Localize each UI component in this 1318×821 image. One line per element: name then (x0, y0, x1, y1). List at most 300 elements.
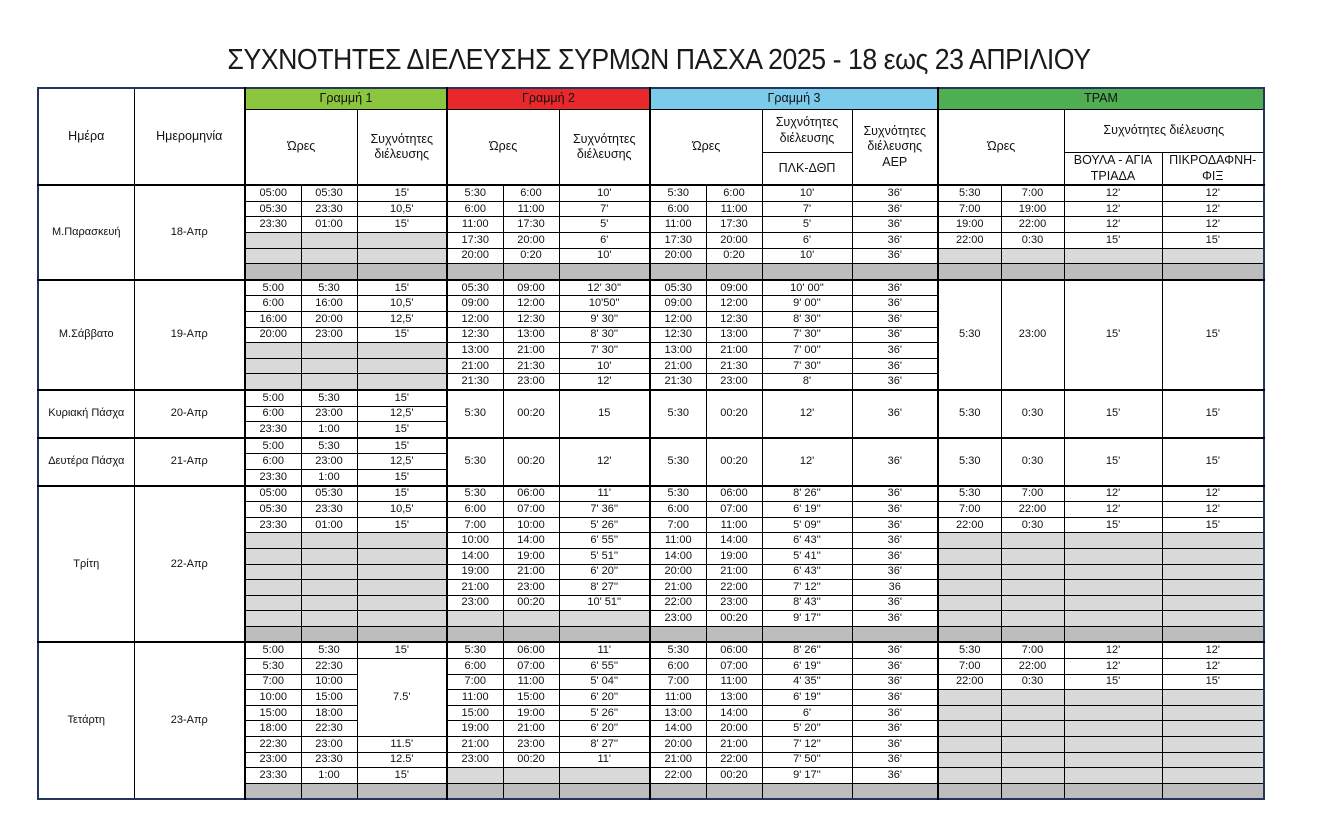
time-cell: 05:30 (245, 502, 301, 518)
frequency-cell: 12' (1162, 502, 1264, 518)
aer-label: ΑΕΡ (882, 154, 908, 169)
time-cell: 14:00 (706, 533, 762, 549)
time-cell: 11:00 (650, 217, 706, 233)
easter-schedule-table (37, 87, 1265, 800)
time-cell: 11:00 (706, 201, 762, 217)
time-cell: 22:00 (1001, 502, 1064, 518)
empty-cell (762, 264, 852, 280)
time-cell: 23:30 (245, 217, 301, 233)
empty-cell (1064, 595, 1162, 611)
time-cell: 6:00 (447, 201, 503, 217)
time-cell: 21:30 (706, 358, 762, 374)
empty-cell (650, 264, 706, 280)
time-cell: 23:30 (301, 752, 357, 768)
frequency-cell: 10'50'' (559, 296, 650, 312)
time-cell: 12:00 (447, 312, 503, 328)
frequency-cell: 7.5' (357, 659, 447, 737)
empty-cell (1064, 611, 1162, 627)
time-cell: 23:00 (503, 737, 559, 753)
empty-cell (301, 611, 357, 627)
time-cell: 21:30 (447, 374, 503, 390)
time-cell: 5:30 (650, 185, 706, 201)
empty-cell (1064, 533, 1162, 549)
empty-cell (559, 264, 650, 280)
empty-cell (938, 248, 1001, 264)
empty-cell (1162, 768, 1264, 784)
time-cell: 11:00 (650, 533, 706, 549)
empty-cell (1064, 768, 1162, 784)
time-cell: 19:00 (503, 548, 559, 564)
time-cell: 16:00 (301, 296, 357, 312)
time-cell: 5:30 (447, 390, 503, 438)
frequency-cell: 10' (559, 185, 650, 201)
frequency-cell: 11' (559, 642, 650, 658)
frequency-cell: 12' (1064, 642, 1162, 658)
frequency-cell: 11' (559, 752, 650, 768)
empty-cell (1064, 737, 1162, 753)
empty-cell (1064, 690, 1162, 706)
empty-cell (1064, 548, 1162, 564)
time-cell: 21:00 (503, 343, 559, 359)
empty-cell (706, 783, 762, 799)
day-cell: Τετάρτη (38, 642, 134, 799)
empty-cell (301, 264, 357, 280)
frequency-cell: 36' (852, 233, 938, 249)
time-cell: 5:30 (447, 486, 503, 502)
frequency-cell: 12' (1064, 201, 1162, 217)
frequency-cell: 12' (559, 374, 650, 390)
frequency-cell: 36' (852, 438, 938, 486)
frequency-cell: 15' (1162, 517, 1264, 533)
frequency-cell: 12,5' (357, 454, 447, 470)
frequency-cell: 15' (1064, 280, 1162, 390)
band-line3: Γραμμή 3 (650, 88, 938, 110)
time-cell: 20:00 (706, 721, 762, 737)
frequency-cell: 15' (357, 280, 447, 296)
time-cell: 23:00 (503, 580, 559, 596)
time-cell: 00:20 (706, 611, 762, 627)
time-cell: 5:30 (938, 185, 1001, 201)
time-cell: 14:00 (503, 533, 559, 549)
time-cell: 0:30 (1001, 517, 1064, 533)
time-cell: 21:00 (447, 737, 503, 753)
frequency-cell: 15 (559, 390, 650, 438)
time-cell: 00:20 (706, 438, 762, 486)
empty-cell (938, 548, 1001, 564)
frequency-cell: 7' (559, 201, 650, 217)
frequency-cell: 6' 43'' (762, 564, 852, 580)
empty-cell (503, 264, 559, 280)
empty-cell (1001, 705, 1064, 721)
frequency-cell: 5' 26'' (559, 705, 650, 721)
time-cell: 23:00 (706, 374, 762, 390)
frequency-cell: 36' (852, 185, 938, 201)
time-cell: 7:00 (1001, 486, 1064, 502)
empty-cell (559, 768, 650, 784)
time-cell: 11:00 (447, 690, 503, 706)
frequency-cell: 6' 55'' (559, 533, 650, 549)
frequency-cell: 36' (852, 564, 938, 580)
time-cell: 06:00 (706, 642, 762, 658)
time-cell: 5:30 (938, 438, 1001, 486)
empty-cell (245, 595, 301, 611)
schedule-row (38, 280, 1264, 296)
frequency-cell: 12' (1064, 486, 1162, 502)
empty-cell (245, 533, 301, 549)
time-cell: 14:00 (650, 721, 706, 737)
time-cell: 5:30 (301, 280, 357, 296)
frequency-cell: 8' 27'' (559, 737, 650, 753)
frequency-cell: 5' 51'' (559, 548, 650, 564)
frequency-cell: 36 (852, 580, 938, 596)
empty-cell (559, 626, 650, 642)
header-line1-freq: Συχνότητες διέλευσης (357, 110, 447, 186)
frequency-cell: 6' (559, 233, 650, 249)
frequency-cell: 15' (357, 185, 447, 201)
time-cell: 07:00 (503, 659, 559, 675)
time-cell: 22:30 (301, 721, 357, 737)
time-cell: 23:00 (447, 752, 503, 768)
empty-cell (1162, 264, 1264, 280)
frequency-cell: 36' (852, 327, 938, 343)
empty-cell (1162, 721, 1264, 737)
frequency-cell: 8' 43'' (762, 595, 852, 611)
time-cell: 23:00 (650, 611, 706, 627)
frequency-cell: 7' 50'' (762, 752, 852, 768)
time-cell: 17:30 (650, 233, 706, 249)
time-cell: 0:30 (1001, 233, 1064, 249)
time-cell: 11:00 (706, 517, 762, 533)
frequency-cell: 10' 00'' (762, 280, 852, 296)
frequency-cell: 8' 26'' (762, 486, 852, 502)
frequency-cell: 36' (852, 486, 938, 502)
time-cell: 17:30 (447, 233, 503, 249)
schedule-row (38, 486, 1264, 502)
frequency-cell: 12' (1064, 217, 1162, 233)
frequency-cell: 15' (357, 517, 447, 533)
time-cell: 22:30 (301, 659, 357, 675)
header-plk-dthp: ΠΛΚ-ΔΘΠ (762, 153, 852, 186)
empty-cell (1001, 626, 1064, 642)
time-cell: 21:00 (447, 580, 503, 596)
frequency-cell: 15' (357, 469, 447, 485)
time-cell: 01:00 (301, 217, 357, 233)
day-cell: Δευτέρα Πάσχα (38, 438, 134, 486)
time-cell: 19:00 (503, 705, 559, 721)
frequency-cell: 7' 00'' (762, 343, 852, 359)
empty-cell (650, 783, 706, 799)
time-cell: 1:00 (301, 422, 357, 438)
frequency-cell: 36' (852, 611, 938, 627)
frequency-cell: 5' 09'' (762, 517, 852, 533)
frequency-cell: 15' (357, 768, 447, 784)
frequency-cell: 15' (1064, 233, 1162, 249)
time-cell: 22:00 (1001, 217, 1064, 233)
time-cell: 23:30 (245, 517, 301, 533)
frequency-cell: 6' 19'' (762, 502, 852, 518)
day-cell: Κυριακή Πάσχα (38, 390, 134, 438)
time-cell: 05:30 (650, 280, 706, 296)
frequency-cell: 12,5' (357, 406, 447, 422)
time-cell: 11:00 (447, 217, 503, 233)
empty-cell (1064, 564, 1162, 580)
empty-cell (852, 264, 938, 280)
time-cell: 5:30 (650, 390, 706, 438)
empty-cell (357, 611, 447, 627)
time-cell: 7:00 (447, 517, 503, 533)
time-cell: 5:30 (301, 642, 357, 658)
time-cell: 21:00 (447, 358, 503, 374)
frequency-cell: 36' (852, 533, 938, 549)
frequency-cell: 7' 30'' (762, 358, 852, 374)
frequency-cell: 36' (852, 768, 938, 784)
time-cell: 22:00 (1001, 659, 1064, 675)
header-tram-freq: Συχνότητες διέλευσης (1064, 110, 1264, 153)
time-cell: 23:00 (1001, 280, 1064, 390)
empty-cell (1001, 752, 1064, 768)
time-cell: 00:20 (503, 595, 559, 611)
time-cell: 20:00 (650, 737, 706, 753)
time-cell: 7:00 (650, 517, 706, 533)
time-cell: 5:30 (447, 642, 503, 658)
time-cell: 22:00 (938, 517, 1001, 533)
frequency-cell: 36' (852, 517, 938, 533)
time-cell: 12:00 (650, 312, 706, 328)
frequency-cell: 15' (357, 486, 447, 502)
empty-cell (938, 264, 1001, 280)
time-cell: 5:00 (245, 642, 301, 658)
empty-cell (1162, 248, 1264, 264)
time-cell: 07:00 (503, 502, 559, 518)
frequency-cell: 6' 55'' (559, 659, 650, 675)
time-cell: 05:30 (245, 201, 301, 217)
time-cell: 5:30 (938, 390, 1001, 438)
time-cell: 00:20 (503, 390, 559, 438)
empty-cell (1064, 264, 1162, 280)
date-cell: 18-Απρ (134, 185, 245, 280)
date-cell: 19-Απρ (134, 280, 245, 390)
empty-cell (1162, 705, 1264, 721)
empty-cell (447, 611, 503, 627)
frequency-cell: 15' (357, 390, 447, 406)
time-cell: 6:00 (706, 185, 762, 201)
empty-cell (1162, 564, 1264, 580)
time-cell: 21:00 (650, 358, 706, 374)
frequency-cell: 12' (1162, 642, 1264, 658)
empty-cell (1001, 264, 1064, 280)
empty-cell (938, 564, 1001, 580)
empty-cell (938, 595, 1001, 611)
time-cell: 05:30 (301, 185, 357, 201)
header-day: Ημέρα (38, 88, 134, 185)
empty-cell (357, 264, 447, 280)
empty-cell (503, 768, 559, 784)
time-cell: 5:30 (301, 390, 357, 406)
time-cell: 10:00 (503, 517, 559, 533)
time-cell: 5:30 (650, 486, 706, 502)
empty-cell (503, 611, 559, 627)
date-cell: 20-Απρ (134, 390, 245, 438)
empty-cell (245, 580, 301, 596)
time-cell: 6:00 (245, 454, 301, 470)
frequency-cell: 36' (852, 217, 938, 233)
empty-cell (245, 626, 301, 642)
empty-cell (559, 611, 650, 627)
time-cell: 1:00 (301, 768, 357, 784)
empty-cell (1001, 611, 1064, 627)
header-line1-hours: Ώρες (245, 110, 357, 186)
time-cell: 21:00 (706, 737, 762, 753)
schedule-row (38, 438, 1264, 454)
time-cell: 5:30 (938, 280, 1001, 390)
frequency-cell: 36' (852, 737, 938, 753)
time-cell: 05:00 (245, 185, 301, 201)
frequency-cell: 7' 12'' (762, 580, 852, 596)
time-cell: 20:00 (447, 248, 503, 264)
time-cell: 21:00 (706, 343, 762, 359)
time-cell: 0:20 (706, 248, 762, 264)
time-cell: 7:00 (1001, 642, 1064, 658)
empty-cell (938, 752, 1001, 768)
time-cell: 23:00 (301, 737, 357, 753)
frequency-cell: 15' (1162, 674, 1264, 690)
frequency-cell: 7' (762, 201, 852, 217)
time-cell: 6:00 (503, 185, 559, 201)
frequency-cell: 36' (852, 280, 938, 296)
time-cell: 22:00 (938, 233, 1001, 249)
empty-cell (1064, 721, 1162, 737)
time-cell: 15:00 (301, 690, 357, 706)
empty-cell (1001, 783, 1064, 799)
time-cell: 07:00 (706, 502, 762, 518)
time-cell: 19:00 (938, 217, 1001, 233)
empty-cell (357, 358, 447, 374)
time-cell: 05:30 (301, 486, 357, 502)
empty-cell (1001, 580, 1064, 596)
header-line2-hours: Ώρες (447, 110, 559, 186)
frequency-cell: 9' 00'' (762, 296, 852, 312)
empty-cell (357, 233, 447, 249)
empty-cell (245, 343, 301, 359)
table-body (38, 185, 1264, 799)
time-cell: 00:20 (503, 438, 559, 486)
empty-cell (1162, 737, 1264, 753)
time-cell: 12:00 (706, 296, 762, 312)
frequency-cell: 12' (1162, 217, 1264, 233)
empty-cell (1001, 533, 1064, 549)
time-cell: 11:00 (706, 674, 762, 690)
frequency-cell: 6' 43'' (762, 533, 852, 549)
empty-cell (1001, 548, 1064, 564)
empty-cell (245, 611, 301, 627)
time-cell: 22:00 (650, 595, 706, 611)
time-cell: 18:00 (301, 705, 357, 721)
page-title: ΣΥΧΝΟΤΗΤΕΣ ΔΙΕΛΕΥΣΗΣ ΣΥΡΜΩΝ ΠΑΣΧΑ 2025 - 18 εως 23 ΑΠΡΙΛΙΟΥ (227, 44, 1091, 76)
header-tram-pikrodafni: ΠΙΚΡΟΔΑΦΝΗ-ΦΙΞ (1162, 153, 1264, 186)
frequency-cell: 15' (1064, 390, 1162, 438)
time-cell: 7:00 (1001, 185, 1064, 201)
time-cell: 5:00 (245, 280, 301, 296)
header-line3-freq-aer (852, 110, 938, 186)
empty-cell (357, 580, 447, 596)
empty-cell (1162, 626, 1264, 642)
frequency-cell: 12' (1162, 486, 1264, 502)
empty-cell (938, 626, 1001, 642)
empty-cell (447, 626, 503, 642)
frequency-cell: 15' (1162, 438, 1264, 486)
empty-cell (559, 783, 650, 799)
frequency-cell: 15' (1162, 233, 1264, 249)
time-cell: 6:00 (245, 296, 301, 312)
empty-cell (357, 626, 447, 642)
frequency-cell: 10' 51'' (559, 595, 650, 611)
empty-cell (1162, 580, 1264, 596)
empty-cell (1001, 248, 1064, 264)
frequency-cell: 10,5' (357, 502, 447, 518)
empty-cell (245, 264, 301, 280)
empty-cell (938, 721, 1001, 737)
frequency-cell: 36' (852, 721, 938, 737)
time-cell: 5:30 (650, 438, 706, 486)
time-cell: 5:30 (245, 659, 301, 675)
day-cell: Μ.Παρασκευή (38, 185, 134, 280)
header-line3-freq-plk: Συχνότητες διέλευσης (762, 110, 852, 153)
time-cell: 5:30 (650, 642, 706, 658)
frequency-cell: 12,5' (357, 312, 447, 328)
empty-cell (852, 783, 938, 799)
frequency-cell: 36' (852, 374, 938, 390)
time-cell: 23:00 (301, 327, 357, 343)
time-cell: 12:00 (503, 296, 559, 312)
frequency-cell: 12' (1064, 659, 1162, 675)
time-cell: 17:30 (706, 217, 762, 233)
time-cell: 14:00 (706, 705, 762, 721)
empty-cell (938, 705, 1001, 721)
time-cell: 7:00 (245, 674, 301, 690)
frequency-cell: 36' (852, 358, 938, 374)
time-cell: 5:30 (938, 486, 1001, 502)
frequency-cell: 36' (852, 690, 938, 706)
frequency-cell: 8' 30'' (762, 312, 852, 328)
empty-cell (938, 690, 1001, 706)
frequency-cell: 11.5' (357, 737, 447, 753)
frequency-cell: 10,5' (357, 296, 447, 312)
frequency-cell: 5' (559, 217, 650, 233)
empty-cell (762, 626, 852, 642)
empty-cell (301, 626, 357, 642)
time-cell: 23:00 (301, 406, 357, 422)
time-cell: 22:00 (706, 580, 762, 596)
empty-cell (1162, 548, 1264, 564)
time-cell: 13:00 (503, 327, 559, 343)
frequency-cell: 15' (1064, 674, 1162, 690)
time-cell: 00:20 (503, 752, 559, 768)
empty-cell (650, 626, 706, 642)
frequency-cell: 15' (357, 422, 447, 438)
time-cell: 7:00 (650, 674, 706, 690)
frequency-cell: 12.5' (357, 752, 447, 768)
empty-cell (447, 783, 503, 799)
frequency-cell: 12' (1162, 201, 1264, 217)
empty-cell (852, 626, 938, 642)
frequency-cell: 6' 19'' (762, 690, 852, 706)
time-cell: 12:30 (650, 327, 706, 343)
frequency-cell: 6' (762, 705, 852, 721)
time-cell: 13:00 (650, 343, 706, 359)
frequency-cell: 8' 27'' (559, 580, 650, 596)
frequency-cell: 12' (1162, 185, 1264, 201)
time-cell: 23:30 (245, 469, 301, 485)
